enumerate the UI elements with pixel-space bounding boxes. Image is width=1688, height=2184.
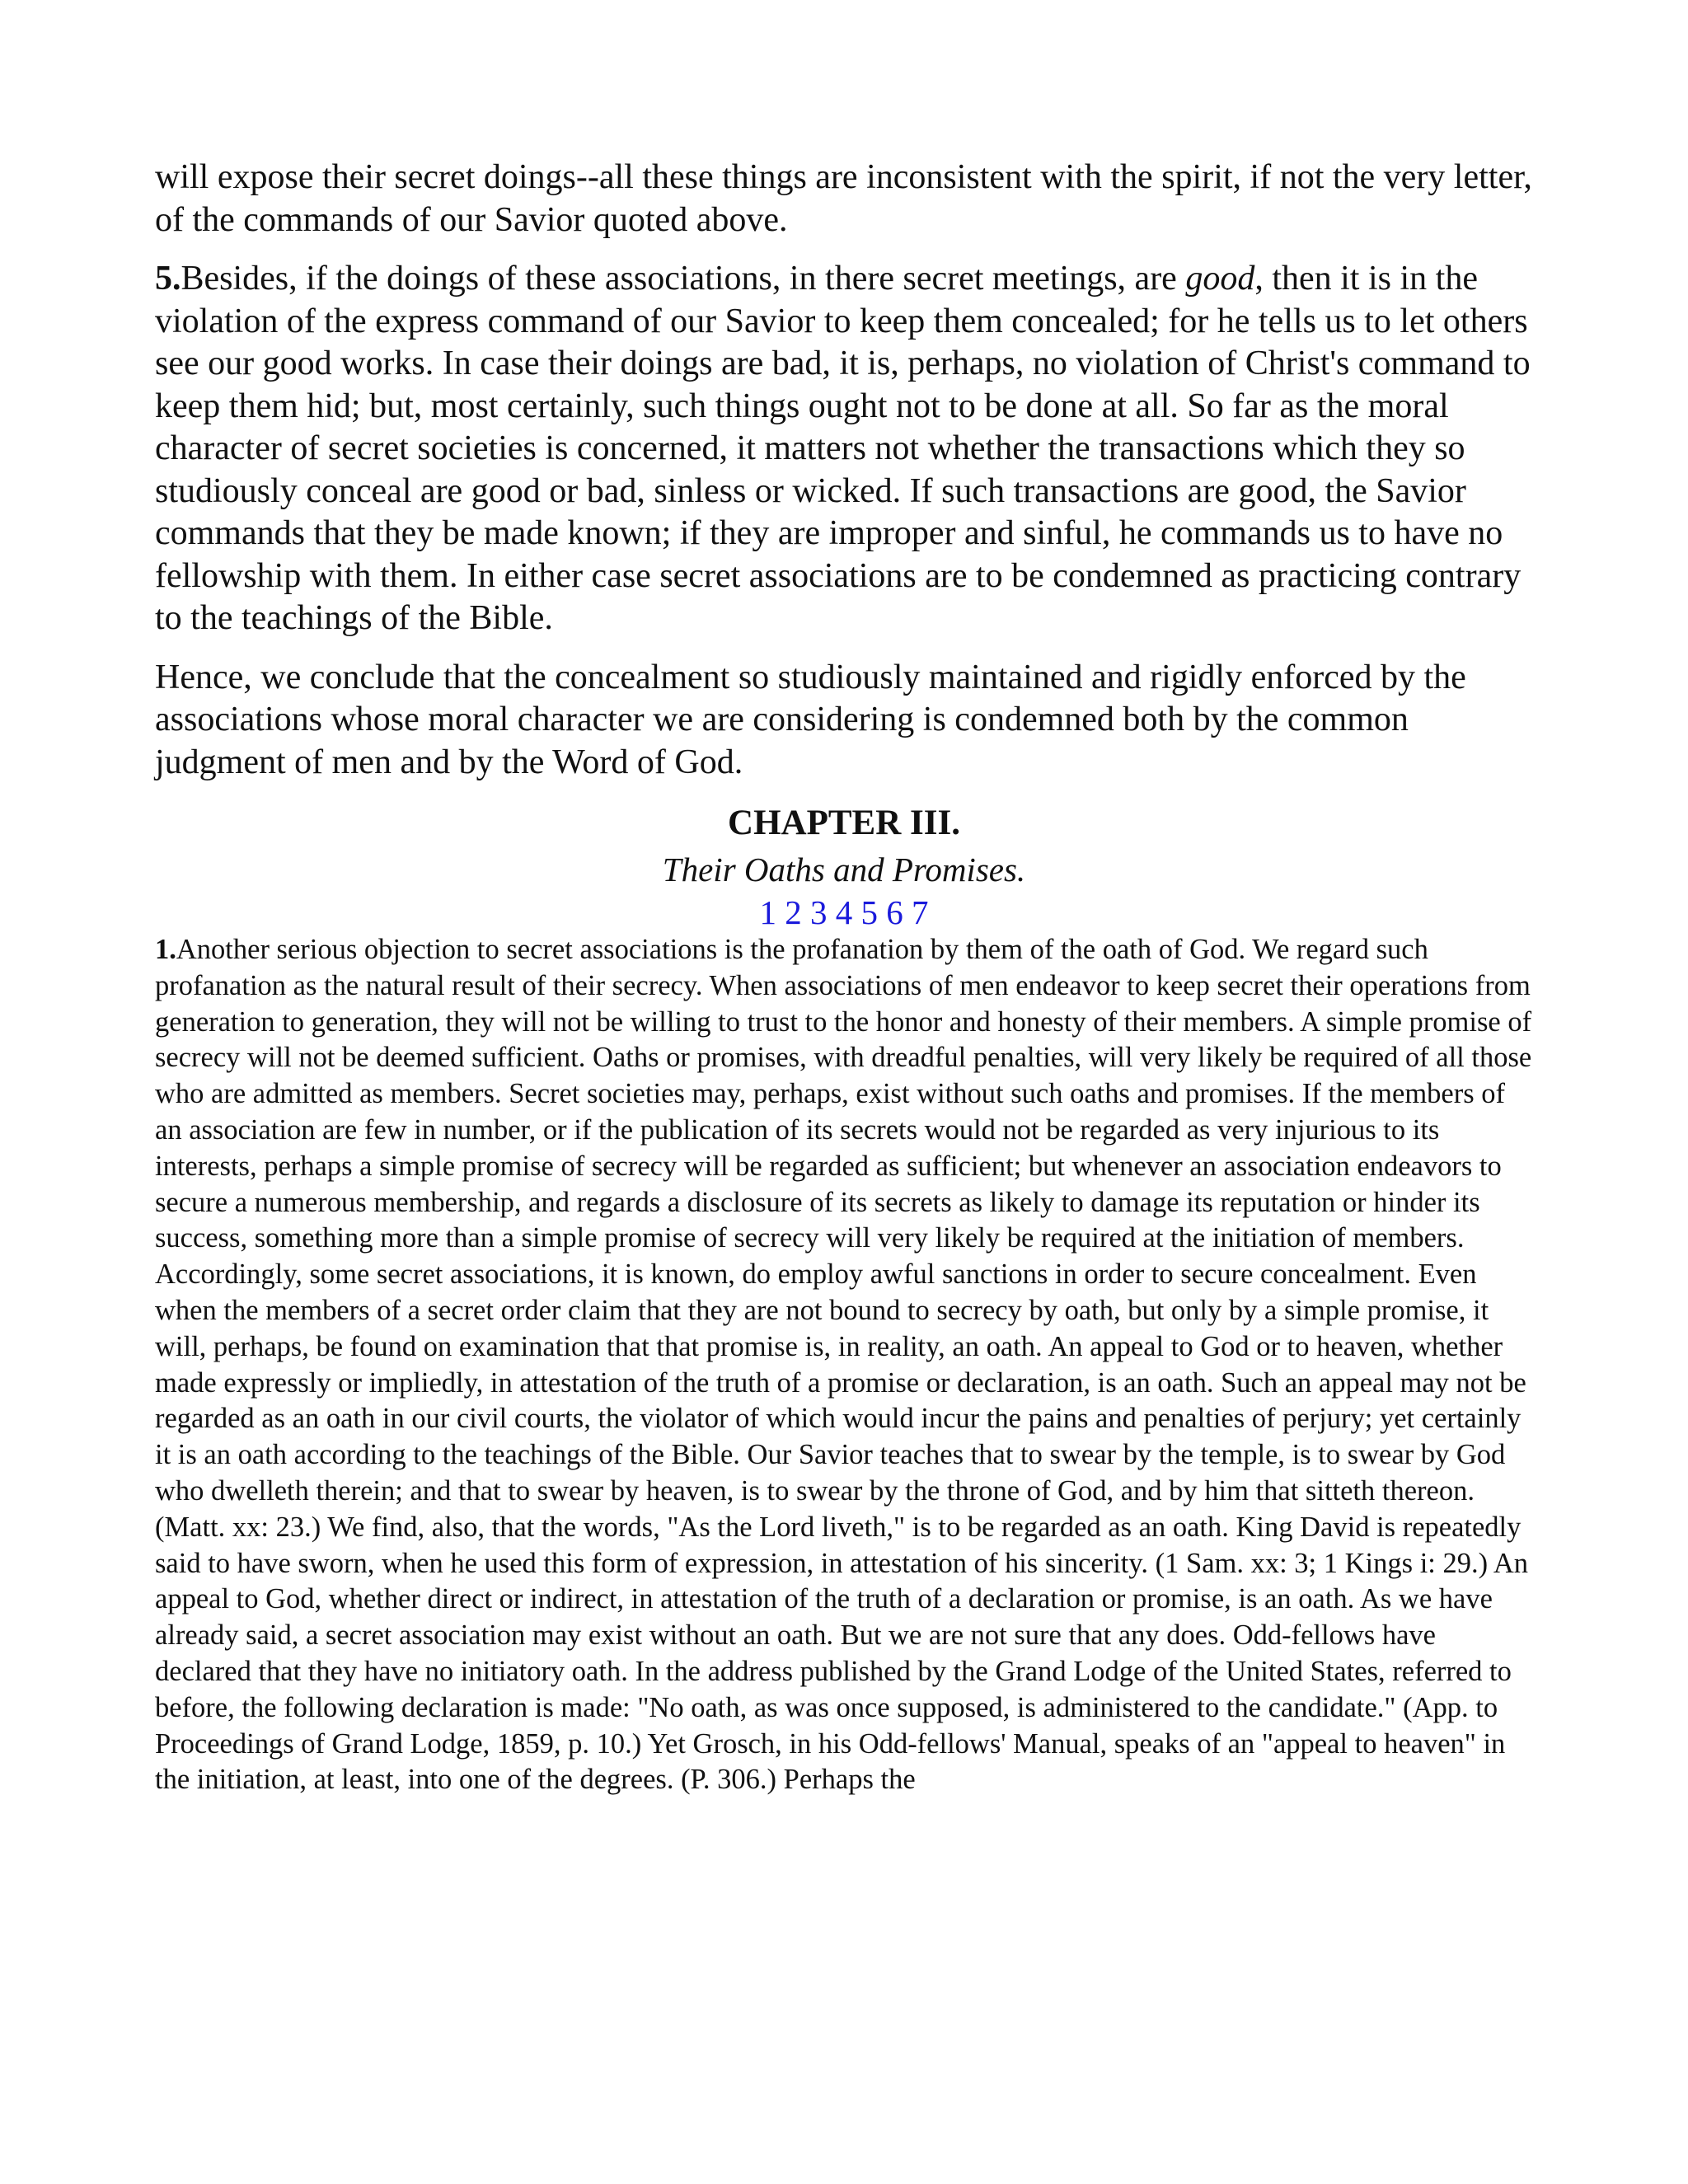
- emphasis-word: good: [1185, 260, 1255, 298]
- section-link-5[interactable]: 5: [860, 893, 878, 931]
- section-link-7[interactable]: 7: [912, 893, 929, 931]
- paragraph-text-end: , then it is in the violation of the express command of our Savior to keep them concealed; for he tells us to let others see our good works. In case their doings are bad, it is, perhaps, no violation of Christ's command to keep them hid; but, most certainly, such things ought not to be done at all. So far as the moral character of secret societies is concerned, it matters not whether the transactions which they so studiously conceal are good or bad, sinless or wicked. If such transactions are good, the Savior commands that they be made known; if they are improper and sinful, he commands us to have no fellowship with them. In either case secret associations are to be condemned as practicing contrary to the teachings of the Bible.: [155, 260, 1531, 637]
- paragraph-conclusion: Hence, we conclude that the concealment so studiously maintained and rigidly enforced by the associations whose moral character we are considering is condemned both by the common judgment of men and by the Word of God.: [155, 658, 1466, 781]
- section-link-6[interactable]: 6: [886, 893, 903, 931]
- section-link-2[interactable]: 2: [785, 893, 802, 931]
- paragraph-text: Another serious objection to secret associations is the profanation by them of the oath of God. We regard such profanation as the natural result of their secrecy. When associations of men endeavor to keep secret their operations from generation to generation, they will not be willing to trust to the honor and honesty of their members. A simple promise of secrecy will not be deemed sufficient. Oaths or promises, with dreadful penalties, will very likely be required of all those who are admitted as members. Secret societies may, perhaps, exist without such oaths and promises. If the members of an association are few in number, or if the publication of its secrets would not be regarded as very injurious to its interests, perhaps a simple promise of secrecy will be regarded as sufficient; but whenever an association endeavors to secure a numerous membership, and regards a disclosure of its secrets as likely to damage its reputation or hinder its success, something more than a simple promise of secrecy will very likely be required at the initiation of members. Accordingly, some secret associations, it is known, do employ awful sanctions in order to secure concealment. Even when the members of a secret order claim that they are not bound to secrecy by oath, but only by a simple promise, it will, perhaps, be found on examination that that promise is, in reality, an oath. An appeal to God or to heaven, whether made expressly or impliedly, in attestation of the truth of a promise or declaration, is an oath. Such an appeal may not be regarded as an oath in our civil courts, the violator of which would incur the pains and penalties of perjury; yet certainly it is an oath according to the teachings of the Bible. Our Savior teaches that to swear by the temple, is to swear by God who dwelleth therein; and that to swear by heaven, is to swear by the throne of God, and by him that sitteth thereon. (Matt. xx: 23.) We find, also, that the words, "As the Lord liveth," is to be regarded as an oath. King David is repeatedly said to have sworn, when he used this form of expression, in attestation of his sincerity. (1 Sam. xx: 3; 1 Kings i: 29.) An appeal to God, whether direct or indirect, in attestation of the truth of a declaration or promise, is an oath. As we have already said, a secret association may exist without an oath. But we are not sure that any does. Odd-fellows have declared that they have no initiatory oath. In the address published by the Grand Lodge of the United States, referred to before, the following declaration is made: "No oath, as was once supposed, is administered to the candidate." (App. to Proceedings of Grand Lodge, 1859, p. 10.) Yet Grosch, in his Odd-fellows' Manual, speaks of an "appeal to heaven" in the initiation, at least, into one of the degrees. (P. 306.) Perhaps the: [155, 934, 1532, 1796]
- paragraph-number: 1.: [155, 934, 176, 965]
- paragraph-continued: will expose their secret doings--all these things are inconsistent with the spirit, if not the very letter, of the commands of our Savior quoted above.: [155, 158, 1532, 239]
- document-page: [155, 157, 1533, 1798]
- paragraph-1: [155, 932, 1533, 1798]
- section-link-1[interactable]: 1: [759, 893, 776, 931]
- section-link-4[interactable]: 4: [835, 893, 853, 931]
- chapter-subtitle: Their Oaths and Promises.: [662, 851, 1026, 888]
- section-links: [155, 893, 1533, 932]
- paragraph-5: [155, 258, 1533, 640]
- chapter-title: CHAPTER III.: [728, 804, 960, 842]
- paragraph-text-start: Besides, if the doings of these associations, in there secret meetings, are: [181, 260, 1186, 298]
- section-link-3[interactable]: 3: [810, 893, 828, 931]
- paragraph-number: 5.: [155, 260, 181, 298]
